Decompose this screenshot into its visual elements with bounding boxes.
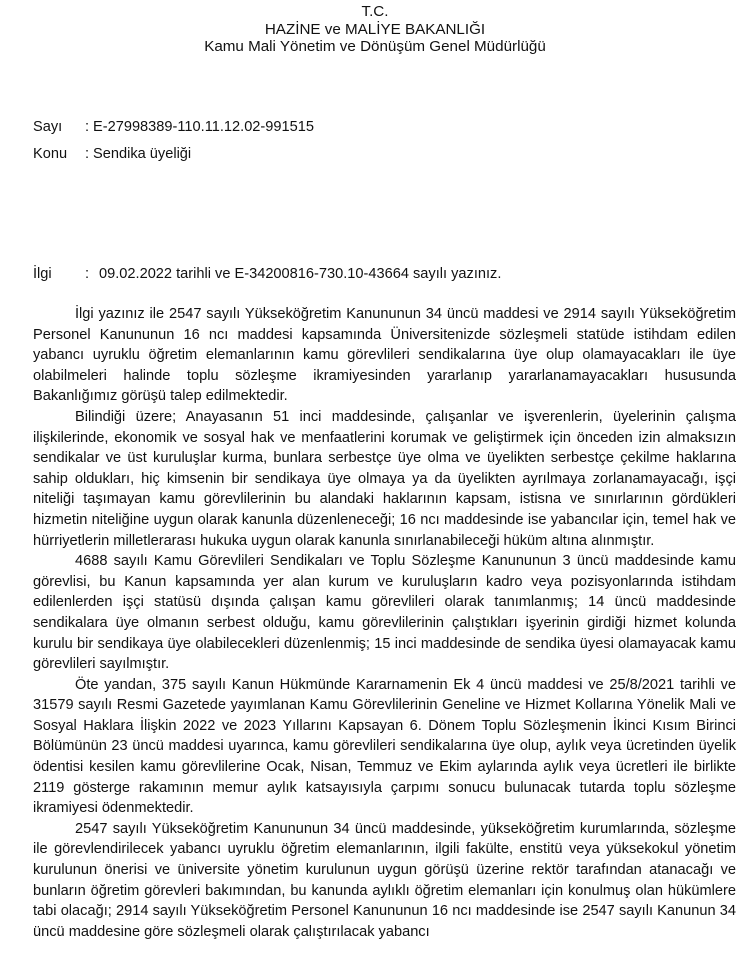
body-paragraph: 2547 sayılı Yükseköğretim Kanununun 34 üncü maddesinde, yükseköğretim kurumlarında, sözleşme ile görevlendirilecek yabancı uyruklu öğretim elemanlarının, ilgili fakülte, enstitü veya yüksekokul yönetim kurulunun önerisi ve üniversite yönetim kurulunun uygun görüşü üzerine rektör tarafından atanacağı ve bunların öğretim görevleri bakımından, bu kanunda aylıklı öğretim elemanları için konulmuş olan hükümlere tabi olacağı; 2914 sayılı Yükseköğretim Personel Kanununun 16 ncı maddesinde ise 2547 sayılı Kanunun 34 üncü maddesine göre sözleşmeli olarak çalıştırılacak yabancı bbox=[33, 820, 736, 940]
body-paragraph: 4688 sayılı Kamu Görevlileri Sendikaları ve Toplu Sözleşme Kanununun 3 üncü maddesinde kamu görevlisi, bu Kanun kapsamında yer alan kurum ve kuruluşların kadro veya pozisyonlarında istihdam edilenlerden işçi statüsü dışında çalışan kamu görevlileri olarak tanımlanmış; 14 üncü maddesinde sendikalara üye olmanın serbest olduğu, kamu görevlilerinin çalıştıkları işyerinin girdiği hizmet kolunda kurulu bir sendikaya üye olabilecekleri düzenlenmiş; 15 inci maddesinde de sendika üyesi olamayacak kamu görevlileri sayılmıştır. bbox=[33, 553, 736, 673]
reference-number-value: E-27998389-110.11.12.02-991515 bbox=[93, 119, 314, 135]
subject-label: Konu bbox=[33, 146, 68, 162]
reference-number-label: Sayı bbox=[33, 119, 63, 135]
colon: : bbox=[85, 266, 90, 282]
related-row bbox=[33, 266, 501, 282]
related-value: 09.02.2022 tarihli ve E-34200816-730.10-43664 sayılı yazınız. bbox=[99, 266, 502, 282]
letter-body bbox=[33, 304, 736, 942]
letterhead bbox=[0, 3, 750, 56]
header-line-ministry: HAZİNE ve MALİYE BAKANLIĞI bbox=[264, 20, 486, 38]
reference-number-row bbox=[33, 119, 314, 135]
body-paragraph: İlgi yazınız ile 2547 sayılı Yükseköğretim Kanununun 34 üncü maddesi ve 2914 sayılı Yükseköğretim Personel Kanununun 16 ncı maddesi kapsamında Üniversitenizde sözleşmeli statüde istihdam edilen yabancı uyruklu öğretim elemanlarının kamu görevlileri sendikalarına üye olup olamayacakları ile üye olabilmeleri halinde toplu sözleşme ikramiyesinden yararlanıp yararlanamayacakları hususunda Bakanlığımız görüşü talep edilmektedir. bbox=[33, 306, 736, 405]
related-label: İlgi bbox=[33, 266, 52, 282]
header-line-tc: T.C. bbox=[361, 3, 389, 20]
body-paragraph: Bilindiği üzere; Anayasanın 51 inci maddesinde, çalışanlar ve işverenlerin, üyelerinin çalışma ilişkilerinde, ekonomik ve sosyal hak ve menfaatlerini korumak ve geliştirmek için önceden izin almaksızın sendikalar ve üst kuruluşlar kurma, bunlara serbestçe üye olma ve üyelikten serbestçe çekilme haklarına sahip oldukları, hiç kimsenin bir sendikaya üye olmaya ya da üyelikten ayrılmaya zorlanamayacağı, işçi niteliği taşımayan kamu görevlilerinin bu alandaki haklarının kapsam, istisna ve sınırlarının gördükleri hizmetin niteliğine uygun olarak kanunla düzenleneceği; 16 ncı maddesinde ise yabancılar için, temel hak ve hürriyetlerin milletlerarası hukuka uygun olarak kanunla sınırlanabileceği hüküm altına alınmıştır. bbox=[33, 408, 736, 549]
colon: : bbox=[85, 146, 90, 162]
subject-value: Sendika üyeliği bbox=[93, 146, 192, 162]
subject-row bbox=[33, 146, 191, 162]
body-paragraph: Öte yandan, 375 sayılı Kanun Hükmünde Kararnamenin Ek 4 üncü maddesi ve 25/8/2021 tarihli ve 31579 sayılı Resmi Gazetede yayımlanan Kamu Görevlilerinin Geneline ve Hizmet Kollarına Yönelik Mali ve Sosyal Haklara İlişkin 2022 ve 2023 Yıllarını Kapsayan 6. Dönem Toplu Sözleşmenin İkinci Kısım Birinci Bölümünün 23 üncü maddesi uyarınca, kamu görevlileri sendikalarına üye olup, aylık veya ücretinden üyelik ödentisi kesilen kamu görevlilerine Ocak, Nisan, Temmuz ve Ekim aylarında aylık veya ücretleri ile birlikte 2119 gösterge rakamının memur aylık katsayısıyla çarpımı sonucu bulunacak tutarda toplu sözleşme ikramiyesi ödenmektedir. bbox=[33, 676, 736, 817]
colon: : bbox=[85, 119, 90, 135]
header-line-directorate: Kamu Mali Yönetim ve Dönüşüm Genel Müdürlüğü bbox=[204, 38, 546, 55]
